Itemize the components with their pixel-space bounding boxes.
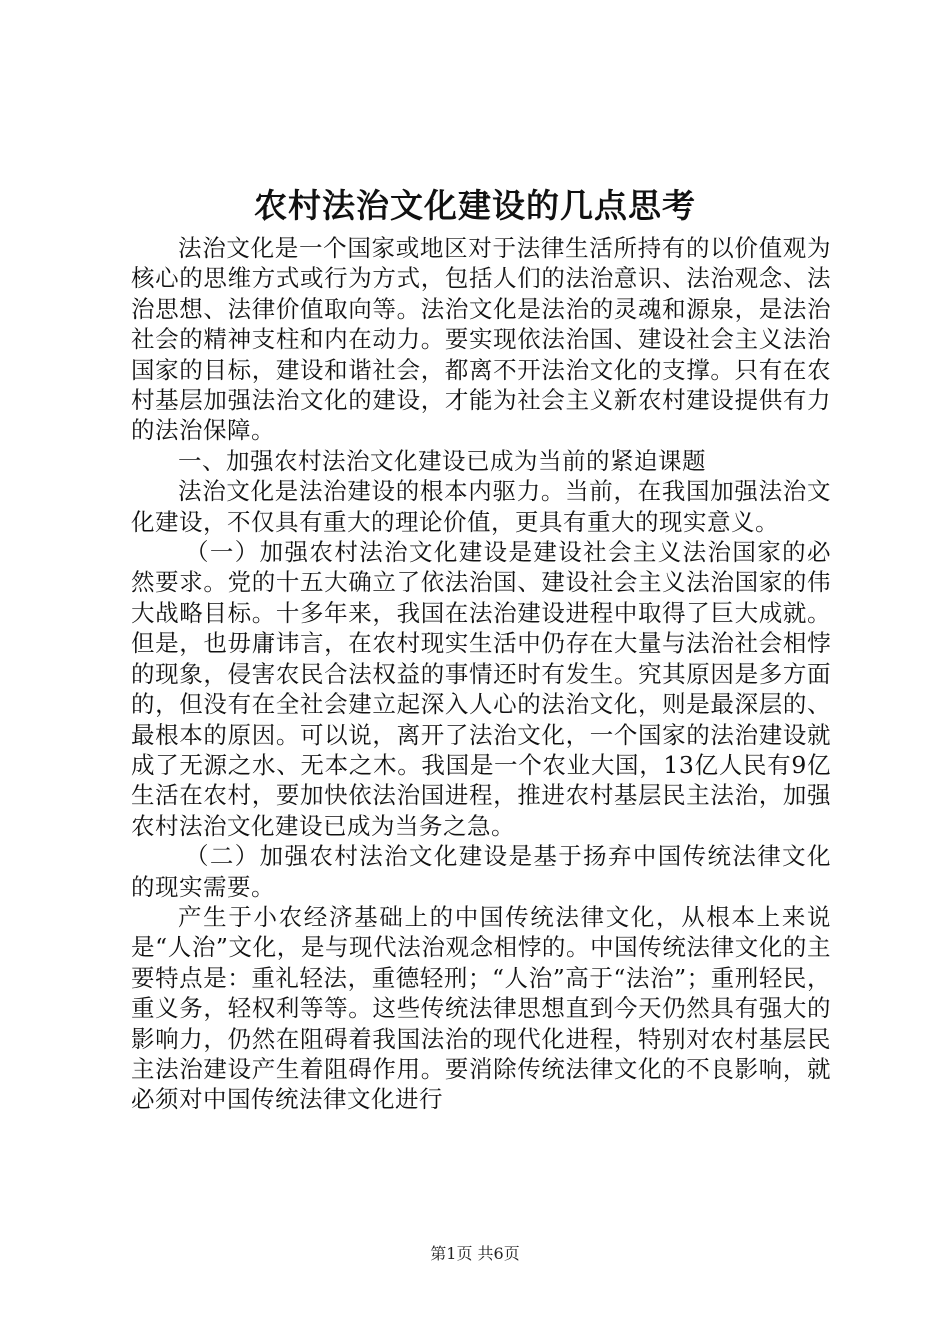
intro-paragraph: 法治文化是一个国家或地区对于法律生活所持有的以价值观为核心的思维方式或行为方式，包括人们的法治意识、法治观念、法治思想、法律价值取向等。法治文化是法治的灵魂和源泉，是法治社会的精神支柱和内在动力。要实现依法治国、建设社会主义法治国家的目标，建设和谐社会，都离不开法治文化的支撑。只有在农村基层加强法治文化的建设，才能为社会主义新农村建设提供有力的法治保障。	[131, 234, 831, 445]
document-body	[131, 233, 831, 1115]
section-intro-paragraph: 法治文化是法治建设的根本内驱力。当前，在我国加强法治文化建设，不仅具有重大的理论价值，更具有重大的现实意义。	[131, 477, 831, 536]
page-number-footer: 第1页 共6页	[430, 1244, 520, 1263]
traditional-law-paragraph: 产生于小农经济基础上的中国传统法律文化，从根本上来说是“人治”文化，是与现代法治观念相悖的。中国传统法律文化的主要特点是：重礼轻法，重德轻刑；“人治”高于“法治”；重刑轻民，重义务，轻权利等等。这些传统法律思想直到今天仍然具有强大的影响力，仍然在阻碍着我国法治的现代化进程，特别对农村基层民主法治建设产生着阻碍作用。要消除传统法律文化的不良影响，就必须对中国传统法律文化进行	[131, 902, 831, 1114]
subsection-one-paragraph: （一）加强农村法治文化建设是建设社会主义法治国家的必然要求。党的十五大确立了依法治国、建设社会主义法治国家的伟大战略目标。十多年来，我国在法治建设进程中取得了巨大成就。但是，也毋庸讳言，在农村现实生活中仍存在大量与法治社会相悖的现象，侵害农民合法权益的事情还时有发生。究其原因是多方面的，但没有在全社会建立起深入人心的法治文化，则是最深层的、最根本的原因。可以说，离开了法治文化，一个国家的法治建设就成了无源之水、无本之木。我国是一个农业大国，13亿人民有9亿生活在农村，要加快依法治国进程，推进农村基层民主法治，加强农村法治文化建设已成为当务之急。	[131, 538, 831, 840]
subsection-two-heading: （二）加强农村法治文化建设是基于扬弃中国传统法律文化的现实需要。	[131, 842, 831, 901]
document-title: 农村法治文化建设的几点思考	[254, 186, 696, 225]
section-heading: 一、加强农村法治文化建设已成为当前的紧迫课题	[178, 446, 706, 475]
